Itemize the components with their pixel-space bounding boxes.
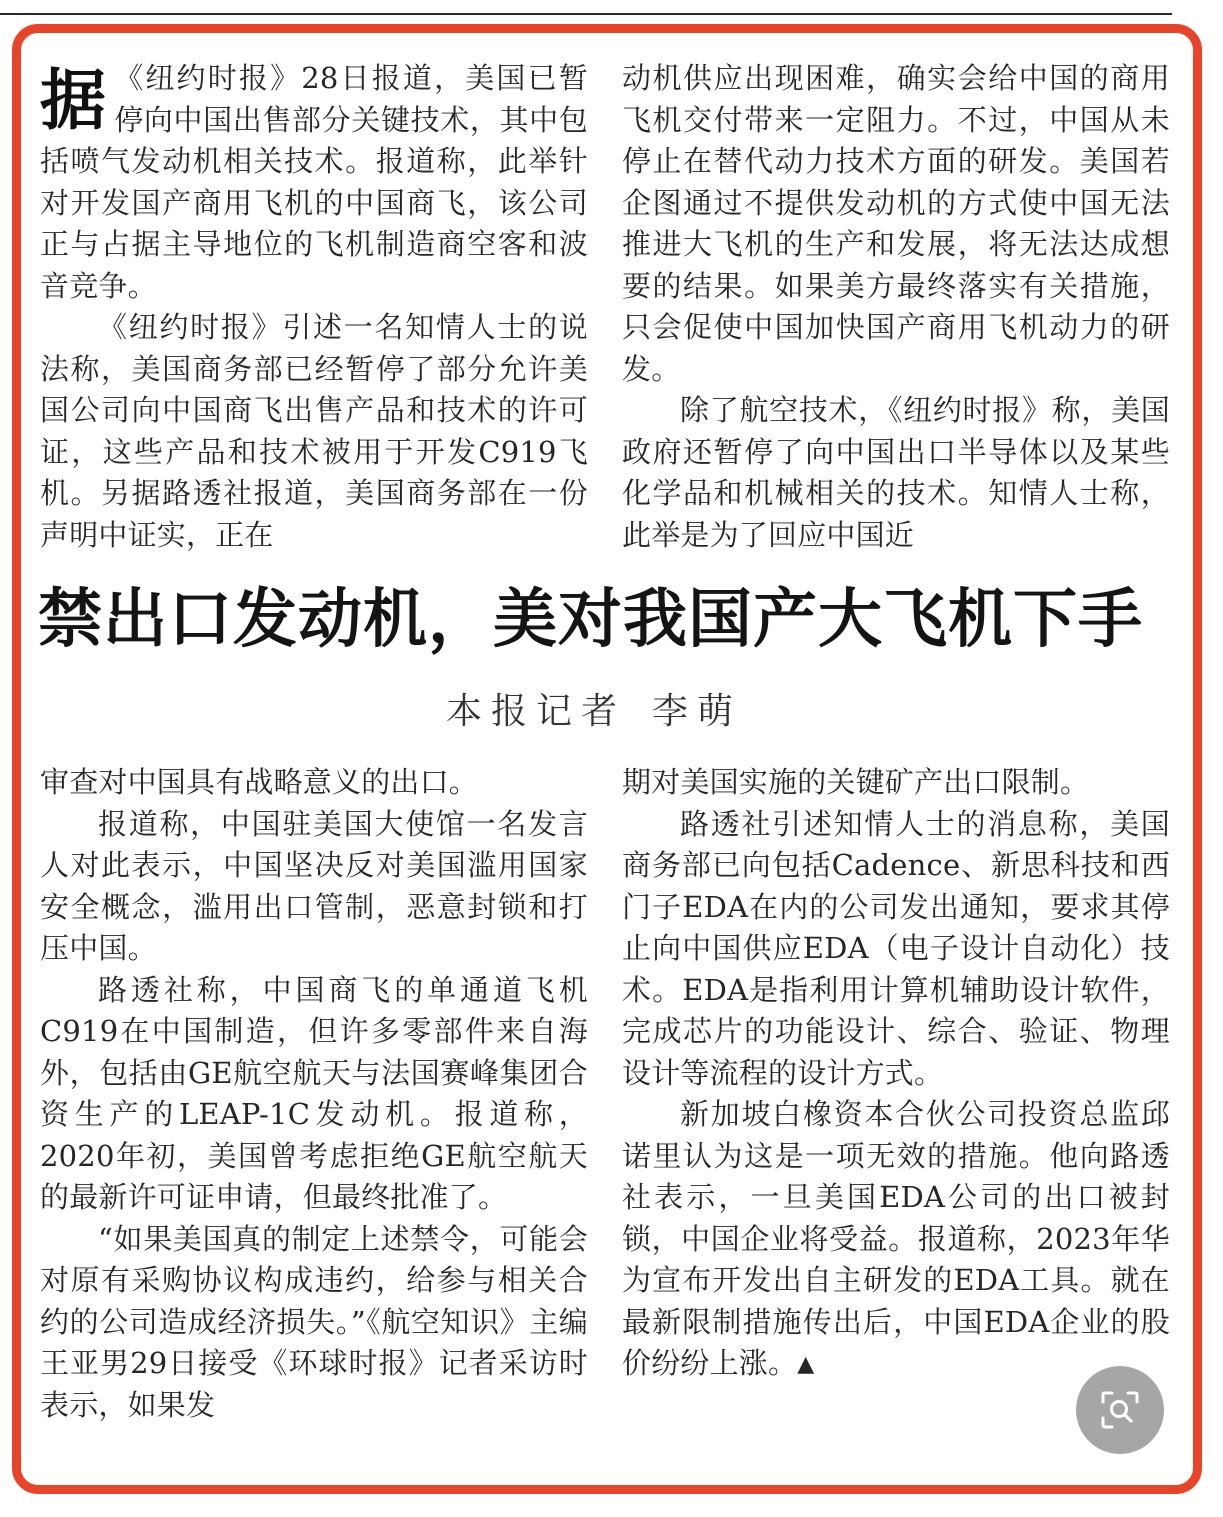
- column-bottom-left: [40, 762, 588, 1426]
- paragraph: 报道称，中国驻美国大使馆一名发言人对此表示，中国坚决反对美国滥用国家安全概念，滥用出口管制，恶意封锁和打压中国。: [40, 806, 588, 965]
- paragraph: 动机供应出现困难，确实会给中国的商用飞机交付带来一定阻力。不过，中国从未停止在替代动力技术方面的研发。美国若企图通过不提供发动机的方式使中国无法推进大飞机的生产和发展，将无法达成想要的结果。如果美方最终落实有关措施，只会促使中国加快国产商用飞机动力的研发。: [622, 61, 1170, 386]
- page-top-rule: [0, 13, 1172, 15]
- paragraph: 路透社引述知情人士的消息称，美国商务部已向包括Cadence、新思科技和西门子EDA在内的公司发出通知，要求其停止向中国供应EDA（电子设计自动化）技术。EDA是指利用计算机辅助设计软件，完成芯片的功能设计、综合、验证、物理设计等流程的设计方式。: [622, 806, 1170, 1090]
- paragraph: 《纽约时报》引述一名知情人士的说法称，美国商务部已经暂停了部分允许美国公司向中国商飞出售产品和技术的许可证，这些产品和技术被用于开发C919飞机。另据路透社报道，美国商务部在一份声明中证实，正在: [40, 310, 588, 552]
- paragraph-text: 新加坡白橡资本合伙公司投资总监邱诺里认为这是一项无效的措施。他向路透社表示，一旦美国EDA公司的出口被封锁，中国企业将受益。报道称，2023年华为宣布开发出自主研发的EDA工具。就在最新限制措施传出后，中国EDA企业的股价纷纷上涨。: [622, 1097, 1170, 1380]
- drop-cap: 据: [40, 62, 107, 139]
- image-search-icon: [1100, 1390, 1140, 1430]
- paragraph: 路透社称，中国商飞的单通道飞机C919在中国制造，但许多零部件来自海外，包括由GE航空航天与法国赛峰集团合资生产的LEAP-1C发动机。报道称，2020年初，美国曾考虑拒绝GE航空航天的最新许可证申请，但最终批准了。: [40, 972, 588, 1214]
- paragraph: 《纽约时报》28日报道，美国已暂停向中国出售部分关键技术，其中包括喷气发动机相关技术。报道称，此举针对开发国产商用飞机的中国商飞，该公司正与占据主导地位的飞机制造商空客和波音竞争。: [40, 61, 588, 303]
- column-bottom-right: [622, 762, 1170, 1386]
- byline-name: 李萌: [652, 691, 743, 732]
- paragraph: 除了航空技术，《纽约时报》称，美国政府还暂停了向中国出口半导体以及某些化学品和机械相关的技术。知情人士称，此举是为了回应中国近: [622, 393, 1170, 552]
- end-mark-triangle: ▲: [797, 1352, 815, 1377]
- column-top-left: [40, 58, 588, 556]
- column-top-right: [622, 58, 1170, 556]
- paragraph: “如果美国真的制定上述禁令，可能会对原有采购协议构成违约，给参与相关合约的公司造成经济损失。”《航空知识》主编王亚男29日接受《环球时报》记者采访时表示，如果发: [40, 1221, 588, 1422]
- image-search-button[interactable]: [1076, 1366, 1164, 1454]
- paragraph: 期对美国实施的关键矿产出口限制。: [622, 765, 1090, 799]
- paragraph: [622, 1094, 1170, 1386]
- byline-prefix: 本报记者: [446, 691, 627, 732]
- paragraph: 审查对中国具有战略意义的出口。: [40, 765, 479, 799]
- article-headline: 禁出口发动机，美对我国产大飞机下手: [38, 583, 1143, 657]
- byline: [446, 690, 742, 734]
